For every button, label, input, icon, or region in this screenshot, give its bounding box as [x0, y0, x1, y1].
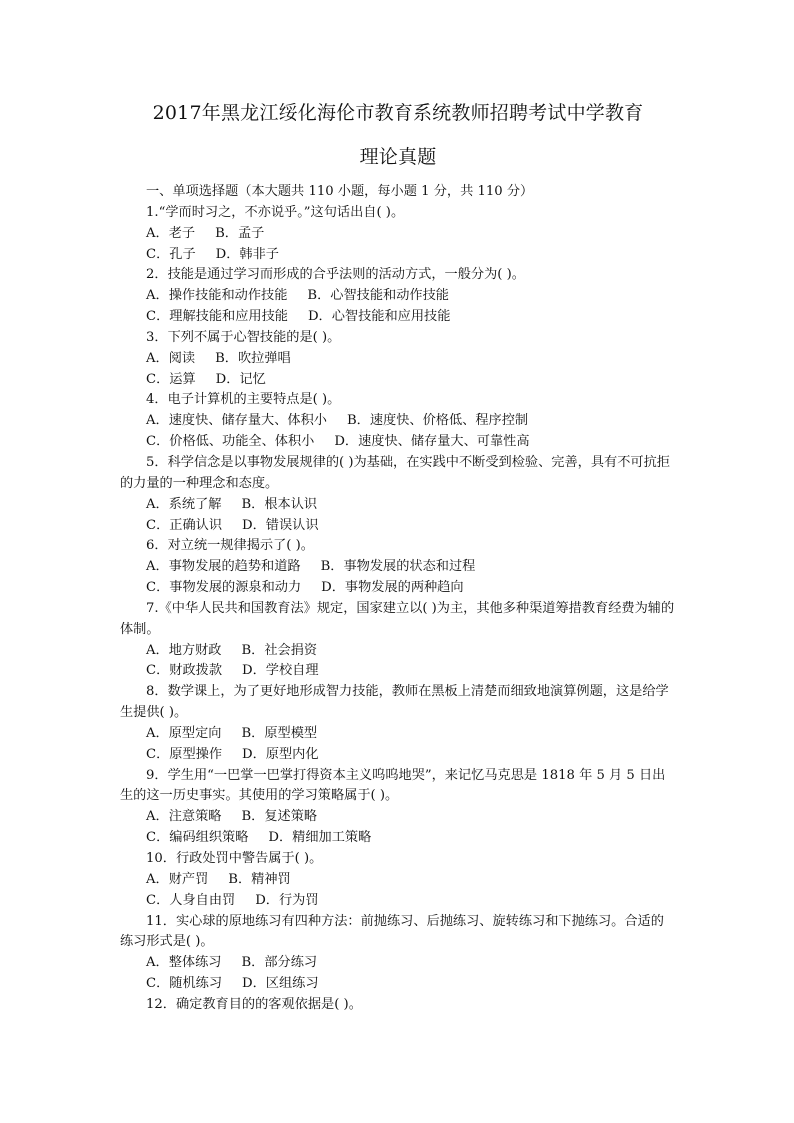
- answer-option: C．理解技能和应用技能: [146, 309, 288, 325]
- answer-option: D．心智技能和应用技能: [307, 309, 451, 325]
- answer-option: D．行为罚: [255, 892, 319, 908]
- answer-option: D．区组练习: [242, 976, 319, 992]
- question-stem: 8．数学课上，为了更好地形成智力技能，教师在黑板上清楚而细致地演算例题，这是给学生提供( )。: [120, 684, 669, 721]
- question-item: [120, 995, 676, 1016]
- answer-option: A．注意策略: [146, 809, 222, 825]
- answer-option: C．编码组织策略: [146, 830, 249, 846]
- question-list: [120, 203, 676, 1016]
- answer-option: B．根本认识: [241, 496, 318, 512]
- option-row: [120, 578, 676, 599]
- question-item: [120, 536, 676, 599]
- option-row: [120, 432, 676, 453]
- option-row: [120, 516, 676, 537]
- answer-option: A．事物发展的趋势和道路: [146, 559, 301, 575]
- document-title: [120, 98, 676, 172]
- answer-option: D．原型内化: [242, 746, 319, 762]
- answer-option: B．孟子: [215, 225, 265, 241]
- title-line-1: 2017年黑龙江绥化海伦市教育系统教师招聘考试中学教育: [152, 102, 644, 124]
- question-stem: 3．下列不属于心智技能的是( )。: [146, 329, 341, 345]
- answer-option: A．老子: [146, 225, 196, 241]
- question-item: [120, 390, 676, 453]
- option-row: [120, 557, 676, 578]
- answer-option: A．速度快、储存量大、体积小: [146, 413, 327, 429]
- option-row: [120, 974, 676, 995]
- answer-option: C．人身自由罚: [146, 892, 236, 908]
- answer-option: C．财政拨款: [146, 663, 223, 679]
- option-row: [120, 286, 676, 307]
- question-item: [120, 766, 676, 849]
- answer-option: D．速度快、储存量大、可靠性高: [334, 434, 530, 450]
- answer-option: B．社会捐资: [241, 642, 318, 658]
- question-item: [120, 203, 676, 266]
- answer-option: B．事物发展的状态和过程: [320, 559, 476, 575]
- answer-option: B．心智技能和动作技能: [307, 288, 449, 304]
- answer-option: C．原型操作: [146, 746, 223, 762]
- answer-option: D．事物发展的两种趋向: [321, 580, 464, 596]
- question-item: [120, 453, 676, 536]
- option-row: [120, 828, 676, 849]
- answer-option: D．错误认识: [242, 517, 319, 533]
- option-row: [120, 953, 676, 974]
- option-row: [120, 495, 676, 516]
- answer-option: C．事物发展的源泉和动力: [146, 580, 302, 596]
- answer-option: A．操作技能和动作技能: [146, 288, 288, 304]
- answer-option: D．精细加工策略: [268, 830, 372, 846]
- answer-option: A．整体练习: [146, 955, 222, 971]
- question-stem: 2．技能是通过学习而形成的合乎法则的活动方式，一般分为( )。: [146, 267, 525, 283]
- answer-option: B．精神罚: [228, 871, 291, 887]
- option-row: [120, 870, 676, 891]
- question-stem: 1.“学而时习之，不亦说乎。”这句话出自( )。: [146, 204, 405, 220]
- question-stem: 4．电子计算机的主要特点是( )。: [146, 392, 341, 408]
- question-item: [120, 849, 676, 912]
- option-row: [120, 245, 676, 266]
- option-row: [120, 411, 676, 432]
- answer-option: C．运算: [146, 371, 196, 387]
- answer-option: A．原型定向: [146, 725, 222, 741]
- answer-option: B．部分练习: [241, 955, 318, 971]
- option-row: [120, 661, 676, 682]
- option-row: [120, 370, 676, 391]
- question-item: [120, 912, 676, 995]
- answer-option: C．正确认识: [146, 517, 223, 533]
- question-item: [120, 328, 676, 391]
- answer-option: A．阅读: [146, 350, 196, 366]
- question-stem: 10．行政处罚中警告属于( )。: [146, 851, 323, 866]
- option-row: [120, 724, 676, 745]
- answer-option: C．孔子: [146, 246, 196, 262]
- question-item: [120, 682, 676, 765]
- question-stem: 6．对立统一规律揭示了( )。: [146, 538, 314, 554]
- answer-option: C．价格低、功能全、体积小: [146, 434, 315, 450]
- answer-option: D．记忆: [215, 371, 266, 387]
- option-row: [120, 349, 676, 370]
- option-row: [120, 807, 676, 828]
- question-stem: 7.《中华人民共和国教育法》规定，国家建立以( )为主，其他多种渠道筹措教育经费为辅的体制。: [120, 600, 675, 637]
- answer-option: D．韩非子: [215, 246, 279, 262]
- question-stem: 5．科学信念是以事物发展规律的( )为基础，在实践中不断受到检验、完善，具有不可抗拒的力量的一种理念和态度。: [120, 454, 670, 491]
- option-row: [120, 224, 676, 245]
- answer-option: C．随机练习: [146, 976, 223, 992]
- section-heading: 一、单项选择题（本大题共 110 小题，每小题 1 分，共 110 分）: [146, 184, 534, 199]
- answer-option: A．系统了解: [146, 496, 222, 512]
- option-row: [120, 641, 676, 662]
- option-row: [120, 307, 676, 328]
- answer-option: A．地方财政: [146, 642, 222, 658]
- exam-body: [120, 182, 676, 1016]
- answer-option: B．复述策略: [241, 809, 318, 825]
- question-stem: 9．学生用“一巴掌一巴掌打得资本主义呜呜地哭”，来记忆马克思是 1818 年 5 月 5 日出生的这一历史事实。其使用的学习策略属于( )。: [120, 767, 666, 804]
- answer-option: D．学校自理: [242, 663, 319, 679]
- answer-option: B．原型模型: [241, 725, 318, 741]
- question-stem: 11．实心球的原地练习有四种方法：前抛练习、后抛练习、旋转练习和下抛练习。合适的练习形式是( )。: [120, 913, 664, 950]
- document-page: [120, 98, 676, 1016]
- question-item: [120, 599, 676, 682]
- answer-option: A．财产罚: [146, 871, 209, 887]
- answer-option: B．吹拉弹唱: [215, 350, 291, 366]
- question-stem: 12．确定教育目的的客观依据是( )。: [146, 996, 362, 1012]
- question-item: [120, 265, 676, 328]
- title-line-2: 理论真题: [359, 146, 437, 168]
- option-row: [120, 891, 676, 912]
- option-row: [120, 745, 676, 766]
- answer-option: B．速度快、价格低、程序控制: [346, 413, 529, 429]
